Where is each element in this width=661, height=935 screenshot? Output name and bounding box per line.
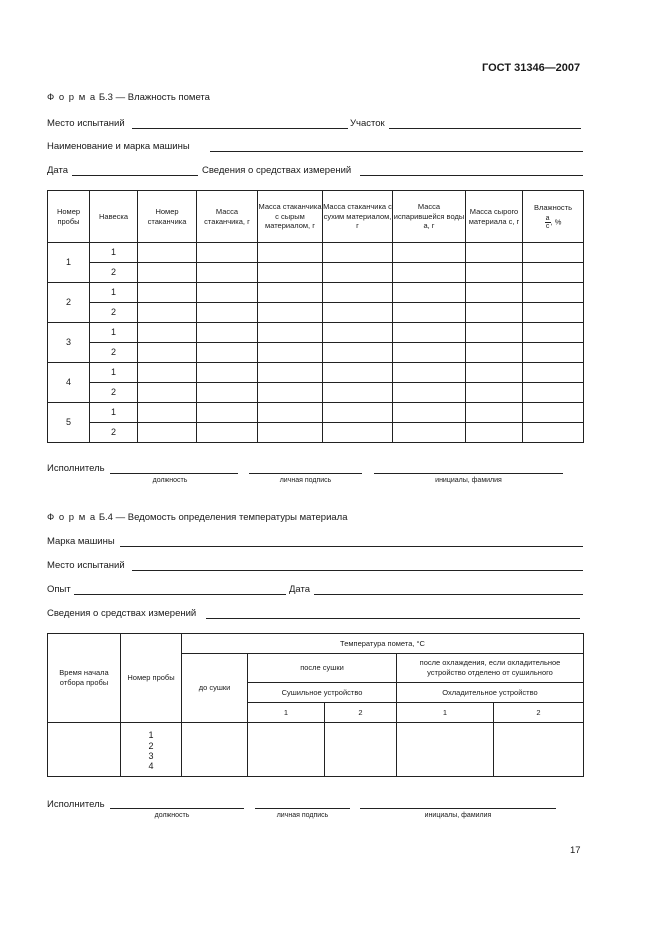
header-temperature: Температура помета, °С: [182, 634, 584, 654]
instruments-field[interactable]: [360, 175, 583, 176]
entry-cell[interactable]: [466, 423, 523, 443]
temperature-table: [47, 633, 584, 777]
sample-number-cell: 5: [48, 403, 90, 443]
entry-cell[interactable]: [323, 383, 393, 403]
header-wet-material-mass: Масса сырого материала c, г: [466, 191, 523, 243]
b4-caption-position: должность: [154, 812, 190, 819]
table-row: [48, 323, 584, 343]
entry-cell[interactable]: [323, 343, 393, 363]
place-field[interactable]: [132, 128, 348, 129]
entry-cell[interactable]: [393, 283, 466, 303]
start-time-cell[interactable]: [48, 723, 121, 777]
entry-cell[interactable]: [138, 383, 197, 403]
instruments-label: Сведения о средствах измерений: [202, 165, 352, 176]
entry-cell[interactable]: [258, 343, 323, 363]
header-evaporated-water: Масса испарившейся воды a, г: [393, 191, 466, 243]
sample-number: 2: [148, 740, 154, 751]
entry-cell[interactable]: [523, 263, 584, 283]
humidity-table: [47, 190, 584, 443]
b4-experiment-field[interactable]: [74, 594, 286, 595]
b4-caption-signature: личная подпись: [276, 812, 329, 819]
header-before-drying: до сушки: [182, 654, 248, 723]
table-row: [48, 303, 584, 323]
cooler-2-cell[interactable]: [494, 723, 584, 777]
entry-cell[interactable]: [523, 303, 584, 323]
sample-number-cell: 4: [48, 363, 90, 403]
b3-caption-position: должность: [152, 477, 188, 484]
entry-cell[interactable]: [523, 343, 584, 363]
subsample-cell: 2: [90, 343, 138, 363]
fraction-numerator: a: [545, 215, 550, 223]
dryer-2-cell[interactable]: [325, 723, 397, 777]
entry-cell[interactable]: [138, 363, 197, 383]
entry-cell[interactable]: [138, 343, 197, 363]
form-b4-title-text: Б.4 — Ведомость определения температуры материала: [98, 512, 348, 523]
entry-cell[interactable]: [138, 303, 197, 323]
header-cup-mass: Масса стаканчика, г: [197, 191, 258, 243]
entry-cell[interactable]: [138, 323, 197, 343]
entry-cell[interactable]: [258, 423, 323, 443]
form-b3-title: [47, 92, 210, 103]
b4-machine-label: Марка машины: [47, 536, 115, 547]
b4-name-field[interactable]: [360, 808, 556, 809]
table-row: [48, 243, 584, 263]
entry-cell[interactable]: [138, 263, 197, 283]
machine-name-label: Наименование и марка машины: [47, 141, 190, 152]
table-row: [48, 403, 584, 423]
subsample-cell: 1: [90, 323, 138, 343]
entry-cell[interactable]: [258, 303, 323, 323]
entry-cell[interactable]: [323, 263, 393, 283]
entry-cell[interactable]: [466, 343, 523, 363]
entry-cell[interactable]: [323, 423, 393, 443]
b4-experiment-label: Опыт: [47, 584, 71, 595]
subsample-cell: 1: [90, 283, 138, 303]
b3-caption-name: инициалы, фамилия: [435, 477, 502, 484]
entry-cell[interactable]: [138, 403, 197, 423]
subsample-cell: 2: [90, 303, 138, 323]
sample-numbers-cell: [121, 723, 182, 777]
entry-cell[interactable]: [393, 343, 466, 363]
table-row: [48, 383, 584, 403]
form-b4-prefix: Ф о р м а: [47, 512, 97, 523]
entry-cell[interactable]: [197, 243, 258, 263]
sample-number: 3: [148, 751, 154, 761]
subsample-cell: 1: [90, 403, 138, 423]
entry-cell[interactable]: [393, 363, 466, 383]
b4-signature-field[interactable]: [255, 808, 350, 809]
cooler-col-2: 2: [494, 703, 584, 723]
subsample-cell: 1: [90, 243, 138, 263]
b4-machine-field[interactable]: [120, 546, 583, 547]
entry-cell[interactable]: [197, 343, 258, 363]
entry-cell[interactable]: [466, 303, 523, 323]
sample-number: 1: [148, 730, 154, 741]
header-sample-number: Номер пробы: [48, 191, 90, 243]
entry-cell[interactable]: [323, 363, 393, 383]
entry-cell[interactable]: [197, 263, 258, 283]
b4-instruments-field[interactable]: [206, 618, 580, 619]
form-b3-prefix: Ф о р м а: [47, 92, 97, 103]
header-after-cooling: после охлаждения, если охладительное устройство отделено от сушильного: [397, 654, 584, 683]
dryer-1-cell[interactable]: [248, 723, 325, 777]
b4-date-label: Дата: [289, 584, 311, 595]
header-b4-sample-number: Номер пробы: [121, 634, 182, 723]
b3-signature-field[interactable]: [249, 473, 362, 474]
entry-cell[interactable]: [393, 423, 466, 443]
dryer-col-1: 1: [248, 703, 325, 723]
header-humidity: [523, 191, 584, 243]
b3-name-field[interactable]: [374, 473, 563, 474]
fraction-denominator: c: [545, 223, 550, 231]
before-drying-cell[interactable]: [182, 723, 248, 777]
entry-cell[interactable]: [523, 403, 584, 423]
table-row: [48, 423, 584, 443]
entry-cell[interactable]: [323, 243, 393, 263]
table-row: [48, 263, 584, 283]
entry-cell[interactable]: [138, 423, 197, 443]
header-cup-wet-mass: Масса стаканчика с сырым материалом, г: [258, 191, 323, 243]
entry-cell[interactable]: [197, 323, 258, 343]
header-cooler: Охладительное устройство: [397, 683, 584, 703]
page-number: 17: [570, 845, 581, 856]
sample-number-cell: 1: [48, 243, 90, 283]
entry-cell[interactable]: [323, 323, 393, 343]
entry-cell[interactable]: [466, 403, 523, 423]
b4-date-field[interactable]: [314, 594, 583, 595]
entry-cell[interactable]: [323, 403, 393, 423]
entry-cell[interactable]: [523, 423, 584, 443]
subsample-cell: 1: [90, 363, 138, 383]
b4-position-field[interactable]: [110, 808, 244, 809]
entry-cell[interactable]: [393, 383, 466, 403]
header-after-drying: после сушки: [248, 654, 397, 683]
entry-cell[interactable]: [258, 263, 323, 283]
entry-cell[interactable]: [466, 383, 523, 403]
entry-cell[interactable]: [523, 283, 584, 303]
entry-cell[interactable]: [393, 243, 466, 263]
entry-cell[interactable]: [393, 263, 466, 283]
table-row: [48, 363, 584, 383]
entry-cell[interactable]: [466, 243, 523, 263]
entry-cell[interactable]: [323, 303, 393, 323]
cooler-col-1: 1: [397, 703, 494, 723]
entry-cell[interactable]: [393, 403, 466, 423]
entry-cell[interactable]: [197, 383, 258, 403]
cooler-1-cell[interactable]: [397, 723, 494, 777]
form-b3-title-text: Б.3 — Влажность помета: [98, 92, 210, 103]
sample-number-cell: 3: [48, 323, 90, 363]
subsample-cell: 2: [90, 263, 138, 283]
entry-cell[interactable]: [523, 363, 584, 383]
entry-cell[interactable]: [138, 283, 197, 303]
form-b4-title: [47, 512, 347, 523]
table-row: [48, 283, 584, 303]
entry-cell[interactable]: [258, 243, 323, 263]
humidity-label: Влажность: [534, 202, 572, 212]
place-label: Место испытаний: [47, 118, 125, 129]
date-field[interactable]: [72, 175, 198, 176]
entry-cell[interactable]: [258, 363, 323, 383]
entry-cell[interactable]: [523, 383, 584, 403]
entry-cell[interactable]: [466, 323, 523, 343]
b3-caption-signature: личная подпись: [279, 477, 332, 484]
entry-cell[interactable]: [466, 363, 523, 383]
date-label: Дата: [47, 165, 69, 176]
header-start-time: Время начала отбора пробы: [48, 634, 121, 723]
document-id: ГОСТ 31346—2007: [482, 62, 581, 74]
entry-cell[interactable]: [523, 243, 584, 263]
entry-cell[interactable]: [258, 323, 323, 343]
entry-cell[interactable]: [197, 363, 258, 383]
site-label: Участок: [350, 118, 385, 129]
entry-cell[interactable]: [258, 283, 323, 303]
b4-caption-name: инициалы, фамилия: [424, 812, 492, 819]
entry-cell[interactable]: [323, 283, 393, 303]
sample-number-cell: 2: [48, 283, 90, 323]
b4-executor-label: Исполнитель: [47, 799, 105, 810]
b4-place-label: Место испытаний: [47, 560, 125, 571]
entry-cell[interactable]: [197, 303, 258, 323]
entry-cell[interactable]: [393, 303, 466, 323]
site-field[interactable]: [389, 128, 581, 129]
header-dryer: Сушильное устройство: [248, 683, 397, 703]
header-weighed-portion: Навеска: [90, 191, 138, 243]
header-cup-number: Номер стаканчика: [138, 191, 197, 243]
b3-position-field[interactable]: [110, 473, 238, 474]
entry-cell[interactable]: [197, 403, 258, 423]
subsample-cell: 2: [90, 383, 138, 403]
entry-cell[interactable]: [138, 243, 197, 263]
b4-instruments-label: Сведения о средствах измерений: [47, 608, 197, 619]
subsample-cell: 2: [90, 423, 138, 443]
entry-cell[interactable]: [258, 383, 323, 403]
fraction-suffix: , %: [550, 217, 562, 227]
entry-cell[interactable]: [258, 403, 323, 423]
header-cup-dry-mass: Масса стаканчика с сухим материалом, г: [323, 191, 393, 243]
b4-place-field[interactable]: [132, 570, 583, 571]
entry-cell[interactable]: [197, 423, 258, 443]
dryer-col-2: 2: [325, 703, 397, 723]
entry-cell[interactable]: [197, 283, 258, 303]
entry-cell[interactable]: [466, 283, 523, 303]
machine-name-field[interactable]: [210, 151, 583, 152]
humidity-table-body: [48, 243, 584, 443]
entry-cell[interactable]: [523, 323, 584, 343]
table-row: [48, 343, 584, 363]
entry-cell[interactable]: [466, 263, 523, 283]
entry-cell[interactable]: [393, 323, 466, 343]
sample-number: 4: [148, 761, 154, 772]
b3-executor-label: Исполнитель: [47, 463, 105, 474]
